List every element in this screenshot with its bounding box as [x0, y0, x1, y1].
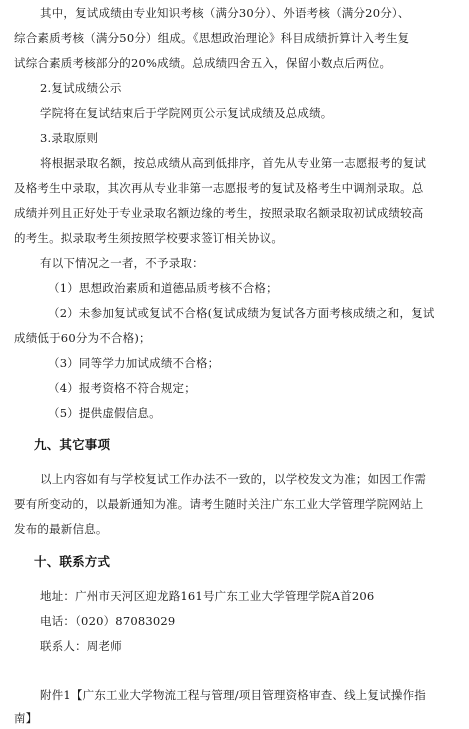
contact-person: 联系人：周老师	[40, 639, 122, 653]
admission-principle-line-3: 成绩并列且正好处于专业录取名额边缘的考生，按照录取名额录取初试成绩较高	[14, 206, 424, 220]
score-composition-line-3: 试综合素质考核部分的20%成绩。总成绩四舍五入，保留小数点后两位。	[14, 56, 392, 70]
condition-item-2: （2）未参加复试或复试不合格(复试成绩为复试各方面考核成绩之和，复试	[48, 306, 435, 320]
condition-item-2-continued: 成绩低于60分为不合格)；	[14, 331, 151, 345]
attachment-link-line-2[interactable]: 南】	[14, 711, 38, 725]
admission-principle-line-2: 及格考生中录取，其次再从专业非第一志愿报考的复试及格考生中调剂录取。总	[14, 181, 424, 195]
section-heading-contact: 十、联系方式	[34, 554, 111, 569]
condition-item-5: （5）提供虚假信息。	[48, 406, 161, 420]
score-publicity-text: 学院将在复试结束后于学院网页公示复试成绩及总成绩。	[40, 106, 333, 120]
score-composition-line-2: 综合素质考核（满分50分）组成。《思想政治理论》科目成绩折算计入考生复	[14, 31, 410, 45]
contact-address: 地址：广州市天河区迎龙路161号广东工业大学管理学院A首206	[40, 589, 375, 603]
score-composition-line-1: 其中，复试成绩由专业知识考核（满分30分）、外语考核（满分20分）、	[40, 6, 410, 20]
subheading-score-publicity: 2.复试成绩公示	[40, 81, 122, 95]
attachment-link-line-1[interactable]: 附件1【广东工业大学物流工程与管理/项目管理资格审查、线上复试操作指	[40, 688, 426, 702]
condition-item-4: （4）报考资格不符合规定；	[48, 381, 196, 395]
non-admission-intro: 有以下情况之一者，不予录取：	[40, 256, 204, 270]
other-matters-line-1: 以上内容如有与学校复试工作办法不一致的，以学校发文为准；如因工作需	[40, 472, 427, 486]
condition-item-3: （3）同等学力加试成绩不合格；	[48, 356, 220, 370]
other-matters-line-3: 发布的最新信息。	[14, 522, 108, 536]
subheading-admission-principle: 3.录取原则	[40, 131, 99, 145]
contact-phone: 电话：（020）87083029	[40, 614, 176, 628]
admission-principle-line-1: 将根据录取名额，按总成绩从高到低排序，首先从专业第一志愿报考的复试	[40, 156, 427, 170]
section-heading-other-matters: 九、其它事项	[34, 437, 111, 452]
other-matters-line-2: 要有所变动的，以最新通知为准。请考生随时关注广东工业大学管理学院网站上	[14, 497, 424, 511]
condition-item-1: （1）思想政治素质和道德品质考核不合格；	[48, 281, 278, 295]
admission-principle-line-4: 的考生。拟录取考生须按照学校要求签订相关协议。	[14, 231, 284, 245]
